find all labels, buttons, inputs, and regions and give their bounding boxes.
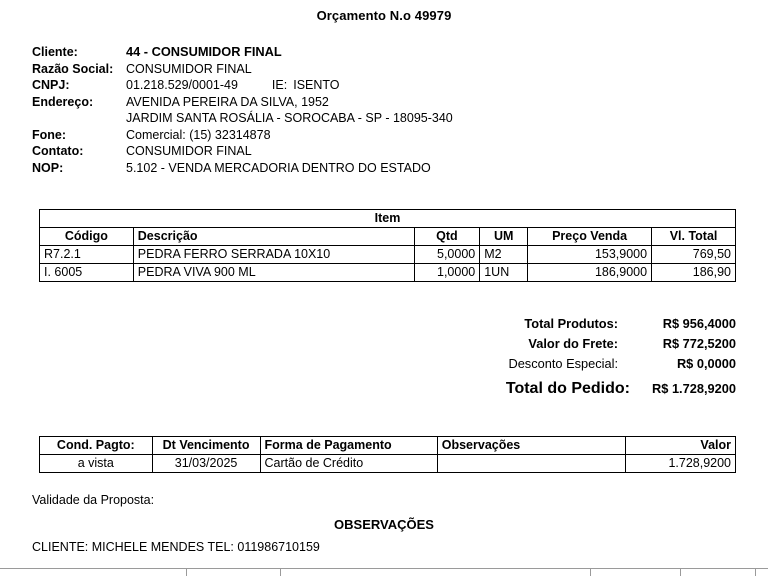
items-table-header-row [40, 228, 736, 246]
items-header-qtd: Qtd [414, 228, 480, 246]
payment-table-header-row [40, 437, 736, 455]
total-pedido-row [420, 377, 736, 401]
payment-table [39, 436, 736, 473]
client-row-nop [32, 160, 592, 177]
client-value-ie: ISENTO [293, 78, 340, 92]
clipped-table-top-border [0, 568, 768, 569]
item-descricao: PEDRA FERRO SERRADA 10X10 [133, 246, 414, 264]
clipped-table-divider [680, 568, 681, 576]
item-um: M2 [480, 246, 528, 264]
page-title: Orçamento N.o 49979 [316, 8, 452, 23]
observations-heading: OBSERVAÇÕES [334, 517, 434, 532]
client-value-cliente: 44 - CONSUMIDOR FINAL [126, 44, 282, 59]
client-value-endereco-line2: JARDIM SANTA ROSÁLIA - SOROCABA - SP - 18095-340 [126, 111, 453, 125]
desconto-especial-value: R$ 0,0000 [676, 356, 736, 371]
total-produtos-label: Total Produtos: [524, 316, 618, 331]
clipped-table-divider [186, 568, 187, 576]
desconto-especial-label: Desconto Especial: [508, 356, 618, 371]
client-info-block [32, 44, 592, 176]
payment-header-cond-pagto: Cond. Pagto: [40, 437, 153, 455]
table-row [40, 246, 736, 264]
items-header-preco-venda: Preço Venda [528, 228, 652, 246]
desconto-especial-row [420, 354, 736, 374]
payment-header-forma-pagamento: Forma de Pagamento [260, 437, 437, 455]
payment-header-dt-vencimento: Dt Vencimento [152, 437, 260, 455]
clipped-table-divider [755, 568, 756, 576]
item-codigo: I. 6005 [40, 264, 134, 282]
table-row [40, 455, 736, 473]
client-value-razao-social: CONSUMIDOR FINAL [126, 61, 252, 76]
items-header-vl-total: Vl. Total [652, 228, 736, 246]
totals-block [420, 314, 736, 401]
client-row-endereco [32, 94, 592, 111]
payment-observacoes [437, 455, 625, 473]
client-row-razao-social [32, 61, 592, 78]
items-table [39, 209, 736, 282]
item-qtd: 1,0000 [414, 264, 480, 282]
item-preco-venda: 186,9000 [528, 264, 652, 282]
client-value-nop: 5.102 - VENDA MERCADORIA DENTRO DO ESTADO [126, 160, 431, 175]
payment-header-valor: Valor [625, 437, 735, 455]
client-label-fone: Fone: [32, 127, 67, 142]
validity-label: Validade da Proposta: [32, 493, 155, 507]
client-label-endereco: Endereço: [32, 94, 94, 109]
payment-valor: 1.728,9200 [625, 455, 735, 473]
payment-header-observacoes: Observações [437, 437, 625, 455]
items-header-codigo: Código [40, 228, 134, 246]
client-value-fone: Comercial: (15) 32314878 [126, 127, 271, 142]
client-row-cliente [32, 44, 592, 61]
items-table-section-row [40, 210, 736, 228]
total-produtos-value: R$ 956,4000 [662, 316, 736, 331]
table-row [40, 264, 736, 282]
client-label-cliente: Cliente: [32, 45, 78, 59]
total-pedido-value: R$ 1.728,9200 [652, 381, 736, 396]
client-value-endereco: AVENIDA PEREIRA DA SILVA, 1952 [126, 94, 329, 109]
item-descricao: PEDRA VIVA 900 ML [133, 264, 414, 282]
items-header-descricao: Descrição [133, 228, 414, 246]
client-value-cnpj: 01.218.529/0001-49 [126, 78, 238, 92]
client-label-cnpj: CNPJ: [32, 78, 70, 92]
clipped-table-divider [280, 568, 281, 576]
client-label-razao-social: Razão Social: [32, 61, 114, 76]
item-vl-total: 186,90 [652, 264, 736, 282]
payment-dt-vencimento: 31/03/2025 [152, 455, 260, 473]
total-produtos-row [420, 314, 736, 334]
total-pedido-label: Total do Pedido: [505, 380, 630, 397]
client-label-contato: Contato: [32, 144, 84, 158]
client-row-fone [32, 127, 592, 144]
client-row-cnpj [32, 77, 592, 94]
item-qtd: 5,0000 [414, 246, 480, 264]
observations-text: CLIENTE: MICHELE MENDES TEL: 011986710159 [32, 540, 320, 554]
payment-cond-pagto: a vista [40, 455, 153, 473]
valor-frete-label: Valor do Frete: [528, 336, 618, 351]
payment-forma-pagamento: Cartão de Crédito [260, 455, 437, 473]
item-vl-total: 769,50 [652, 246, 736, 264]
item-um: 1UN [480, 264, 528, 282]
valor-frete-value: R$ 772,5200 [662, 336, 736, 351]
item-preco-venda: 153,9000 [528, 246, 652, 264]
clipped-bottom-table [0, 568, 768, 576]
client-label-nop: NOP: [32, 160, 64, 175]
valor-frete-row [420, 334, 736, 354]
client-row-contato [32, 143, 592, 160]
client-label-ie: IE: [271, 78, 288, 92]
items-table-section-title: Item [40, 210, 736, 228]
items-header-um: UM [480, 228, 528, 246]
client-value-contato: CONSUMIDOR FINAL [126, 144, 252, 158]
clipped-table-divider [590, 568, 591, 576]
item-codigo: R7.2.1 [40, 246, 134, 264]
